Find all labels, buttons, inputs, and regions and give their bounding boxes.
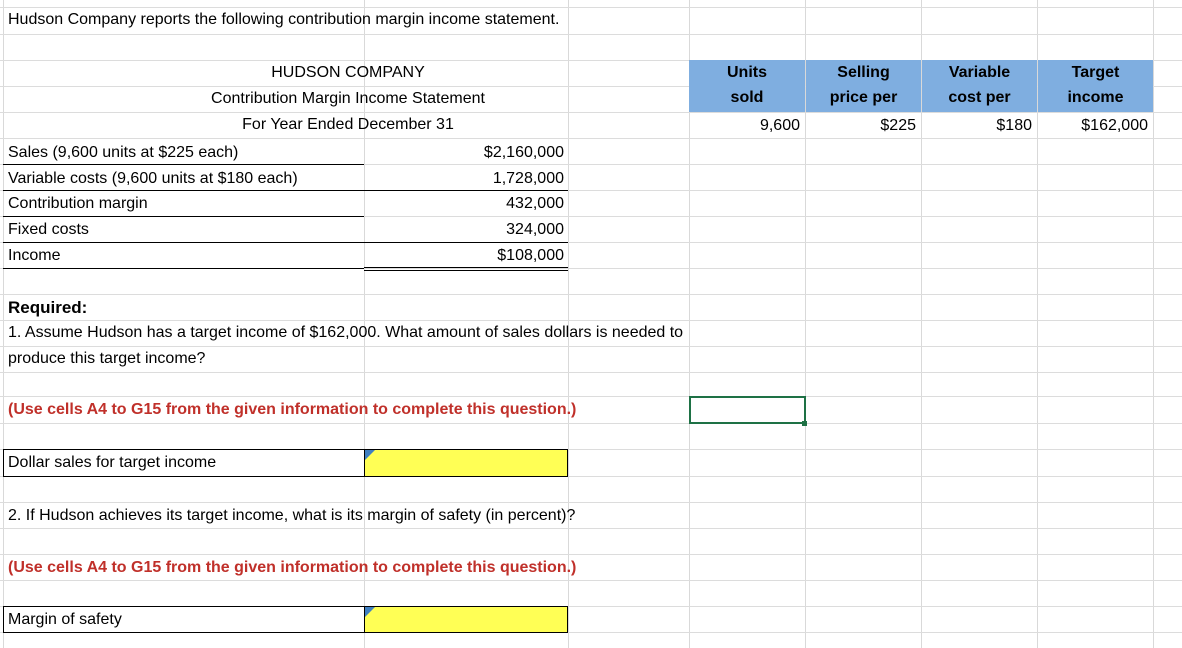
row-variable-costs-label: Variable costs (9,600 units at $180 each)	[8, 170, 298, 187]
value-variable-cost: $180	[996, 117, 1032, 134]
header-target-income-line1: Target	[1071, 64, 1120, 81]
row-contribution-margin-value: 432,000	[506, 195, 564, 212]
row-sales-label: Sales (9,600 units at $225 each)	[8, 144, 239, 161]
header-variable-cost-line1: Variable	[948, 64, 1011, 81]
instruction-1: (Use cells A4 to G15 from the given information to complete this question.)	[8, 401, 577, 418]
answer-1-label: Dollar sales for target income	[3, 449, 365, 477]
header-variable-cost	[922, 60, 1037, 112]
question-2: 2. If Hudson achieves its target income, what is its margin of safety (in percent)?	[8, 507, 576, 524]
value-selling-price: $225	[880, 117, 916, 134]
statement-period: For Year Ended December 31	[242, 116, 454, 133]
row-border	[3, 164, 364, 165]
statement-title: Contribution Margin Income Statement	[211, 90, 485, 107]
row-fixed-costs-label: Fixed costs	[8, 221, 89, 238]
header-units-sold-line2: sold	[730, 89, 764, 106]
value-target-income: $162,000	[1081, 117, 1148, 134]
header-selling-price-line1: Selling	[837, 64, 890, 81]
question-1-line1: 1. Assume Hudson has a target income of $162,000. What amount of sales dollars is needed to	[8, 324, 684, 341]
row-border	[3, 190, 364, 191]
value-double-underline	[364, 267, 568, 268]
header-selling-price-line2: price per	[829, 89, 898, 106]
row-border	[3, 268, 364, 269]
required-heading: Required:	[8, 298, 88, 317]
comment-indicator-icon	[365, 607, 375, 617]
row-income-label: Income	[8, 247, 61, 264]
row-sales-value: $2,160,000	[483, 144, 564, 161]
header-target-income-line2: income	[1067, 89, 1124, 106]
row-income-value: $108,000	[497, 247, 564, 264]
row-variable-costs-value: 1,728,000	[492, 170, 564, 187]
header-units-sold	[689, 60, 805, 112]
instruction-2: (Use cells A4 to G15 from the given information to complete this question.)	[8, 559, 577, 576]
fill-handle[interactable]	[802, 421, 807, 426]
row-border	[3, 242, 364, 243]
row-contribution-margin-label: Contribution margin	[8, 195, 148, 212]
value-units-sold: 9,600	[759, 117, 800, 134]
header-target-income	[1038, 60, 1153, 112]
row-fixed-costs-value: 324,000	[506, 221, 564, 238]
selected-cell[interactable]	[689, 396, 806, 424]
row-border	[3, 216, 364, 217]
dollar-sales-input[interactable]	[364, 449, 568, 477]
margin-of-safety-input[interactable]	[364, 606, 568, 633]
company-name: HUDSON COMPANY	[271, 64, 425, 81]
header-variable-cost-line2: cost per	[948, 89, 1011, 106]
header-units-sold-line1: Units	[727, 64, 767, 81]
intro-text: Hudson Company reports the following contribution margin income statement.	[8, 11, 560, 28]
question-1-line2: produce this target income?	[8, 350, 206, 367]
value-underline	[364, 190, 568, 191]
value-double-underline	[364, 270, 568, 271]
comment-indicator-icon	[365, 450, 375, 460]
value-underline	[364, 242, 568, 243]
answer-2-label: Margin of safety	[3, 606, 365, 633]
header-selling-price	[806, 60, 921, 112]
